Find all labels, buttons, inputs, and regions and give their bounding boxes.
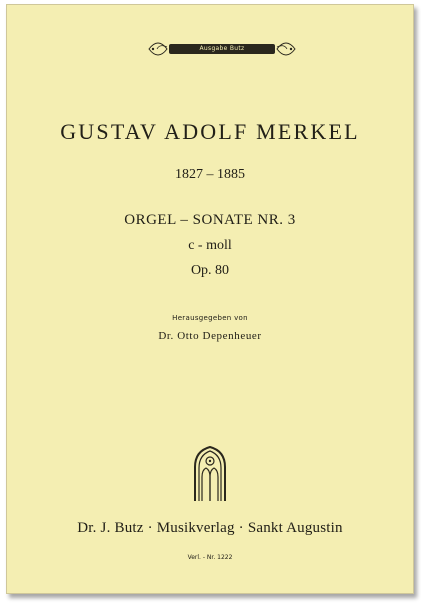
- composer-name: GUSTAV ADOLF MERKEL: [60, 119, 360, 144]
- work-title: ORGEL – SONATE NR. 3: [124, 212, 296, 228]
- publisher-line: Dr. J. Butz · Musikverlag · Sankt Augustin: [77, 520, 343, 536]
- work-key: c - moll: [188, 238, 232, 253]
- publisher-banner: [147, 39, 297, 59]
- composer-dates: 1827 – 1885: [175, 167, 245, 182]
- gothic-window-logo-icon: [193, 445, 227, 503]
- editor-label: Herausgegeben von: [172, 314, 248, 322]
- plate-number: Verl. - Nr. 1222: [187, 554, 233, 561]
- editor-name: Dr. Otto Depenheuer: [158, 330, 262, 342]
- banner-label: Ausgabe Butz: [169, 44, 275, 54]
- score-cover: [6, 4, 414, 594]
- work-opus: Op. 80: [190, 263, 230, 278]
